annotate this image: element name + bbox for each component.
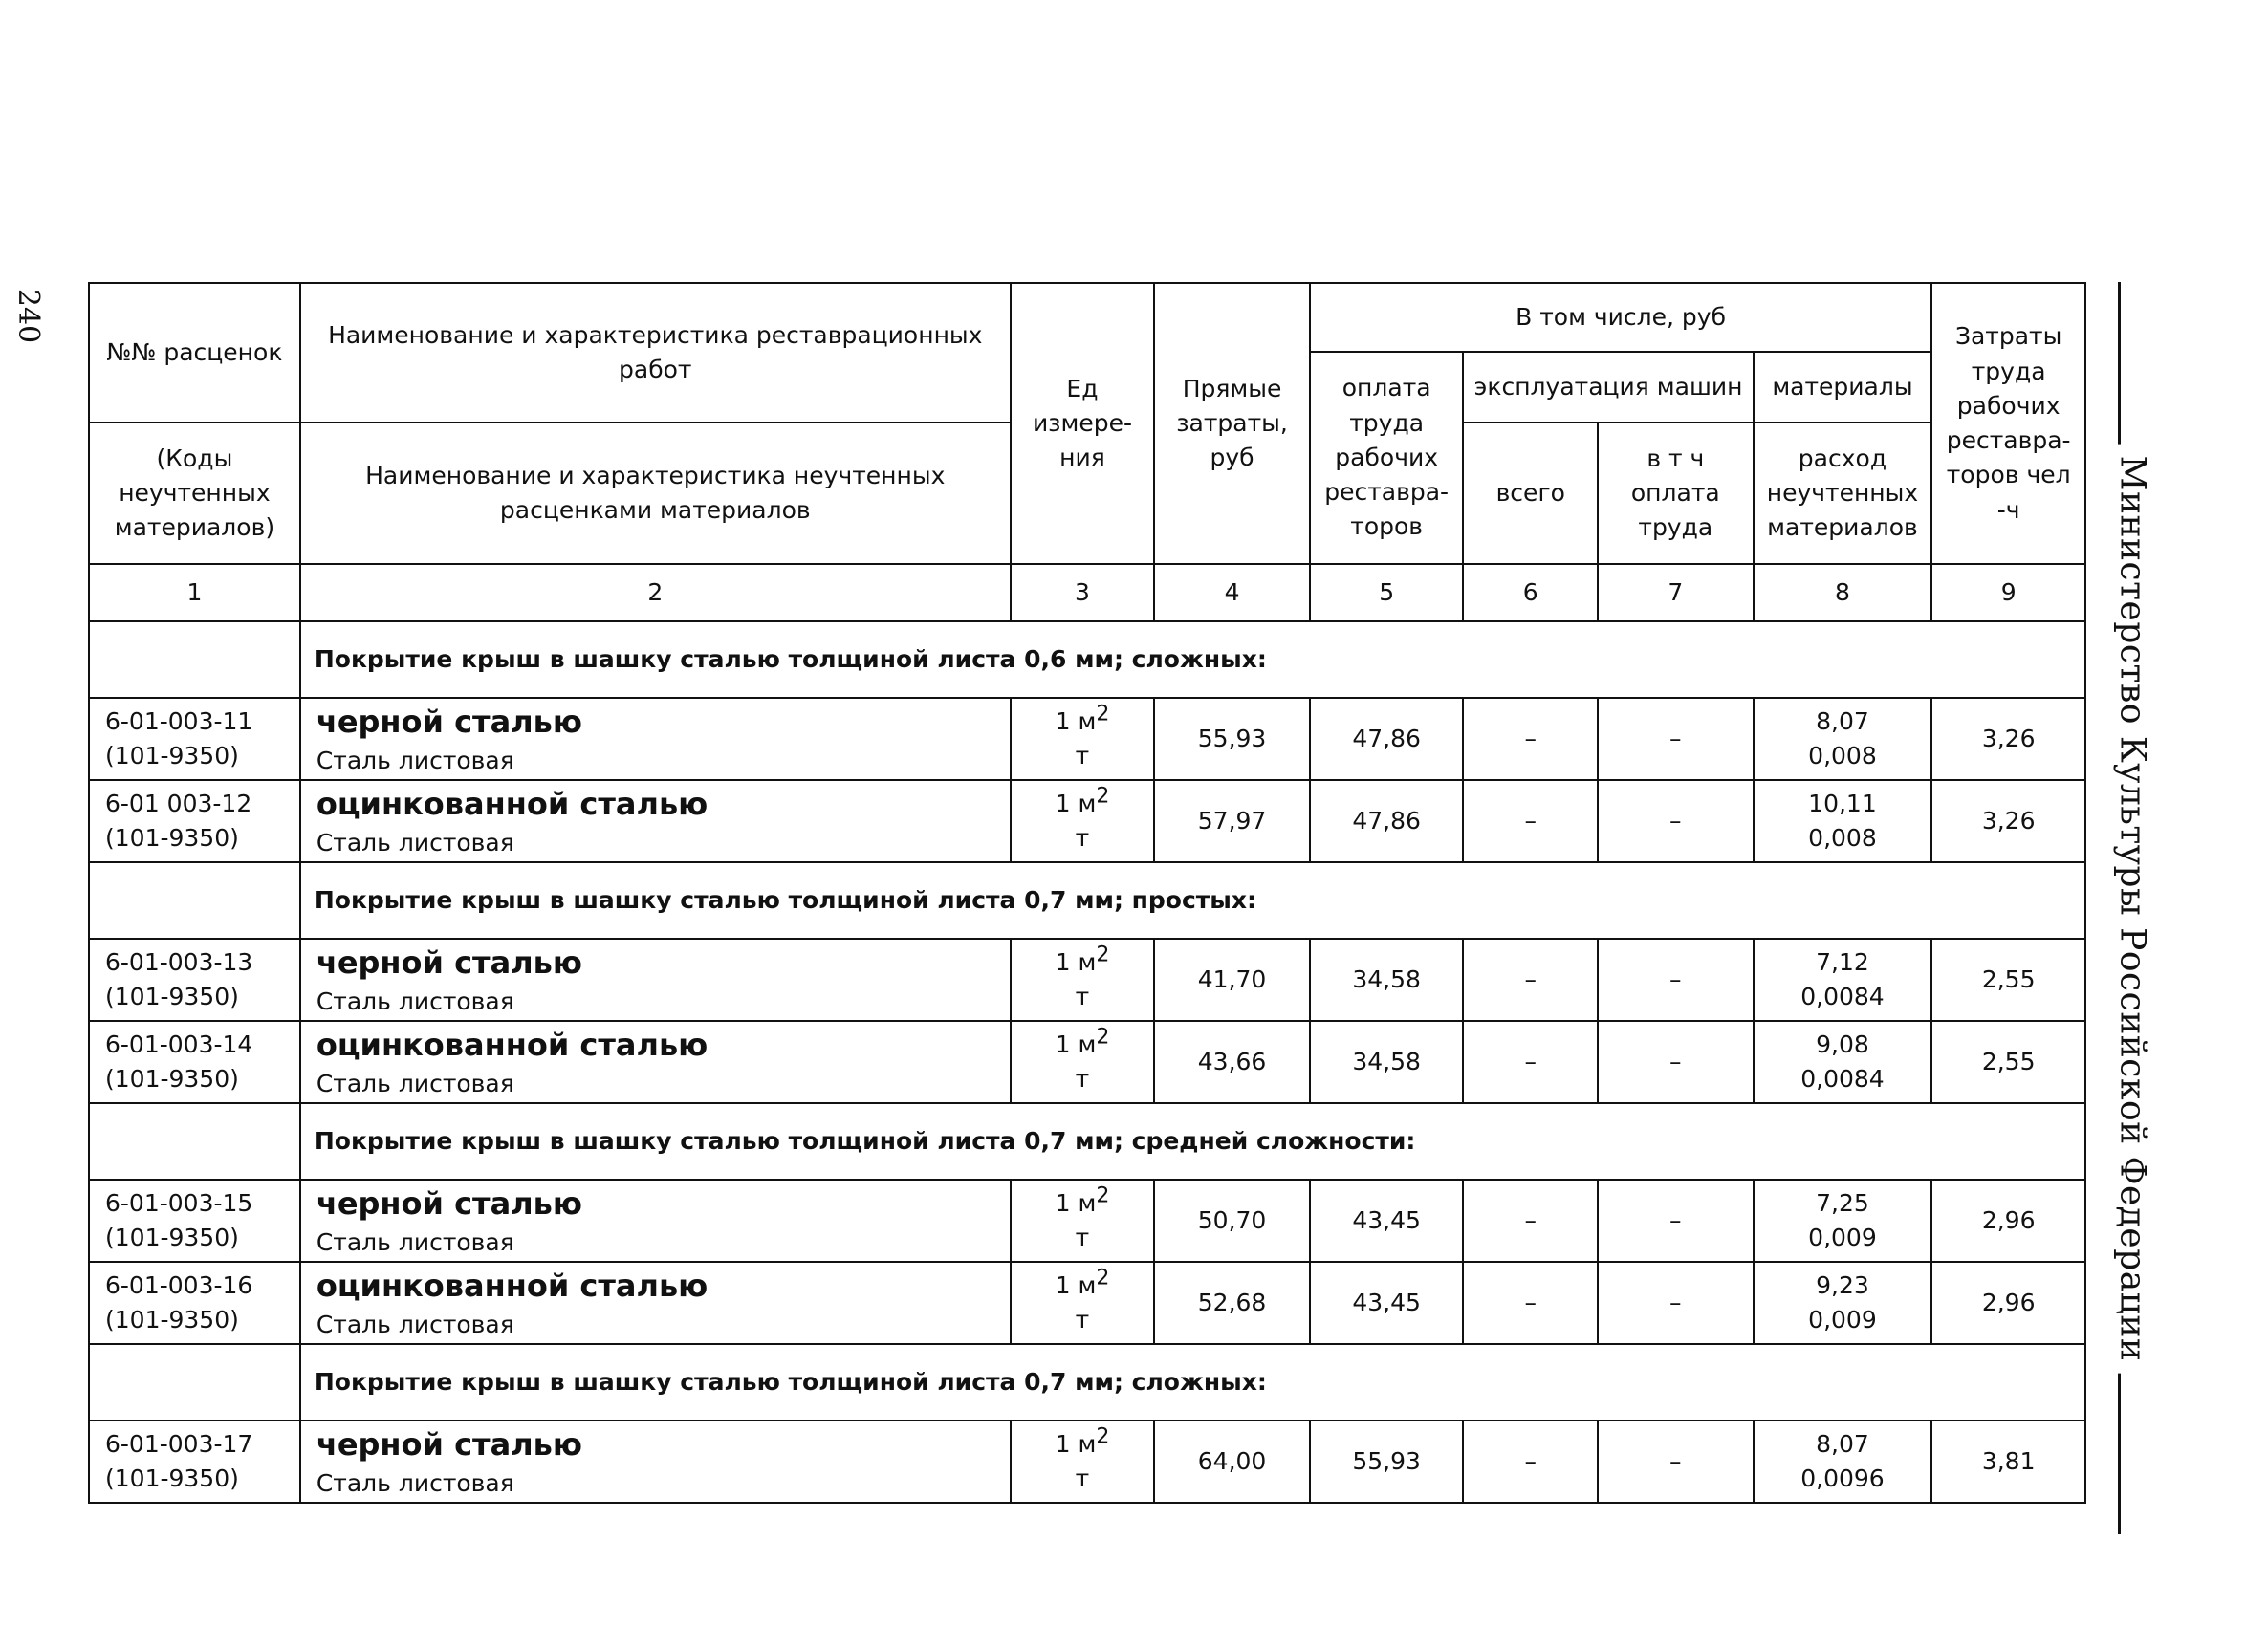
section-empty-cell	[89, 1344, 300, 1421]
column-number: 5	[1310, 564, 1464, 621]
section-row	[89, 862, 2085, 939]
work-name: черной сталью	[316, 1184, 582, 1222]
materials-cost: 9,23	[1816, 1270, 1869, 1299]
unit-superscript: 2	[1096, 1183, 1110, 1208]
direct-costs: 50,70	[1154, 1180, 1310, 1262]
machines-total: –	[1463, 1262, 1598, 1344]
work-name: оцинкованной сталью	[316, 1267, 709, 1304]
materials-cell	[1754, 1021, 1932, 1103]
rate-code-cell	[89, 1262, 300, 1344]
material-code: (101-9350)	[105, 1306, 239, 1334]
unit-superscript: 2	[1096, 943, 1110, 967]
header-labor-pay: оплата труда рабочих реставра-торов	[1310, 352, 1464, 564]
section-title: Покрытие крыш в шашку сталью толщиной листа 0,7 мм; средней сложности:	[300, 1103, 2085, 1180]
direct-costs: 64,00	[1154, 1421, 1310, 1503]
material-code: (101-9350)	[105, 1065, 239, 1093]
materials-consumption: 0,009	[1808, 1306, 1877, 1334]
machines-labor: –	[1598, 780, 1754, 862]
table-row	[89, 939, 2085, 1021]
column-number: 1	[89, 564, 300, 621]
rate-code: 6-01-003-17	[105, 1429, 253, 1458]
machines-total: –	[1463, 780, 1598, 862]
materials-cell	[1754, 939, 1932, 1021]
rate-code-cell	[89, 1180, 300, 1262]
machines-labor: –	[1598, 939, 1754, 1021]
section-title: Покрытие крыш в шашку сталью толщиной листа 0,6 мм; сложных:	[300, 621, 2085, 698]
labor-hours: 2,55	[1931, 939, 2085, 1021]
rates-table	[88, 282, 2086, 1504]
header-materials-consumption: расход неучтенных материалов	[1754, 423, 1932, 564]
unit-superscript: 2	[1096, 1424, 1110, 1449]
materials-cost: 9,08	[1816, 1030, 1869, 1058]
rate-code: 6-01-003-16	[105, 1270, 253, 1299]
material-name: Сталь листовая	[316, 1070, 514, 1098]
material-name: Сталь листовая	[316, 1311, 514, 1339]
material-name: Сталь листовая	[316, 829, 514, 857]
material-name: Сталь листовая	[316, 1228, 514, 1257]
labor-pay: 47,86	[1310, 780, 1464, 862]
unit-material: т	[1075, 1306, 1090, 1334]
labor-pay: 43,45	[1310, 1262, 1464, 1344]
unit: 1 м	[1055, 947, 1097, 976]
materials-cell	[1754, 780, 1932, 862]
work-name: черной сталью	[316, 1425, 582, 1463]
unit-superscript: 2	[1096, 702, 1110, 727]
machines-labor: –	[1598, 1180, 1754, 1262]
header-material-codes: (Коды неучтенных материалов)	[89, 423, 300, 564]
material-name: Сталь листовая	[316, 1469, 514, 1498]
material-code: (101-9350)	[105, 742, 239, 770]
column-number: 3	[1011, 564, 1155, 621]
rate-code-cell	[89, 1021, 300, 1103]
work-name: черной сталью	[316, 944, 582, 981]
materials-consumption: 0,0084	[1800, 1065, 1885, 1093]
table-row	[89, 698, 2085, 780]
labor-pay: 47,86	[1310, 698, 1464, 780]
machines-total: –	[1463, 1180, 1598, 1262]
table-row	[89, 1021, 2085, 1103]
materials-cost: 8,07	[1816, 706, 1869, 735]
material-code: (101-9350)	[105, 983, 239, 1010]
rate-code-cell	[89, 698, 300, 780]
direct-costs: 43,66	[1154, 1021, 1310, 1103]
header-direct-costs: Прямые затраты, руб	[1154, 283, 1310, 564]
table-row	[89, 1421, 2085, 1503]
unit-cell	[1011, 1421, 1155, 1503]
work-name-cell	[300, 1421, 1011, 1503]
materials-consumption: 0,0084	[1800, 983, 1885, 1010]
materials-cell	[1754, 698, 1932, 780]
machines-total: –	[1463, 698, 1598, 780]
section-row	[89, 1103, 2085, 1180]
column-number: 4	[1154, 564, 1310, 621]
unit-material: т	[1075, 1065, 1090, 1093]
labor-hours: 3,81	[1931, 1421, 2085, 1503]
table-row	[89, 1262, 2085, 1344]
rate-code-cell	[89, 1421, 300, 1503]
work-name: черной сталью	[316, 703, 582, 740]
rate-code-cell	[89, 780, 300, 862]
materials-cost: 7,25	[1816, 1188, 1869, 1217]
header-machines-labor: в т ч оплата труда	[1598, 423, 1754, 564]
materials-cost: 10,11	[1808, 789, 1877, 817]
direct-costs: 41,70	[1154, 939, 1310, 1021]
section-empty-cell	[89, 1103, 300, 1180]
labor-pay: 55,93	[1310, 1421, 1464, 1503]
machines-labor: –	[1598, 1421, 1754, 1503]
work-name-cell	[300, 1021, 1011, 1103]
section-title: Покрытие крыш в шашку сталью толщиной листа 0,7 мм; сложных:	[300, 1344, 2085, 1421]
materials-cell	[1754, 1262, 1932, 1344]
materials-consumption: 0,009	[1808, 1224, 1877, 1251]
header-machines-total: всего	[1463, 423, 1598, 564]
work-name-cell	[300, 939, 1011, 1021]
section-title: Покрытие крыш в шашку сталью толщиной листа 0,7 мм; простых:	[300, 862, 2085, 939]
header-materials: материалы	[1754, 352, 1932, 423]
labor-hours: 2,96	[1931, 1180, 2085, 1262]
unit-cell	[1011, 1262, 1155, 1344]
direct-costs: 57,97	[1154, 780, 1310, 862]
unit-superscript: 2	[1096, 1266, 1110, 1291]
header-including: В том числе, руб	[1310, 283, 1931, 352]
column-number: 2	[300, 564, 1011, 621]
header-works-name: Наименование и характеристика реставрационных работ	[300, 283, 1011, 423]
unit-superscript: 2	[1096, 784, 1110, 809]
side-title: Министерство Культуры Российской Федерации	[2104, 282, 2161, 1534]
materials-cell	[1754, 1180, 1932, 1262]
material-code: (101-9350)	[105, 824, 239, 852]
work-name-cell	[300, 698, 1011, 780]
section-empty-cell	[89, 621, 300, 698]
header-labor-hours: Затраты труда рабочих реставра-торов чел -ч	[1931, 283, 2085, 564]
unit-cell	[1011, 1180, 1155, 1262]
materials-consumption: 0,008	[1808, 742, 1877, 770]
direct-costs: 55,93	[1154, 698, 1310, 780]
labor-pay: 34,58	[1310, 1021, 1464, 1103]
materials-consumption: 0,008	[1808, 824, 1877, 852]
header-unit: Ед измере-ния	[1011, 283, 1155, 564]
section-empty-cell	[89, 862, 300, 939]
machines-total: –	[1463, 939, 1598, 1021]
header-materials-name: Наименование и характеристика неучтенных расценками материалов	[300, 423, 1011, 564]
machines-total: –	[1463, 1421, 1598, 1503]
material-name: Сталь листовая	[316, 987, 514, 1016]
machines-total: –	[1463, 1021, 1598, 1103]
unit: 1 м	[1055, 1270, 1097, 1299]
unit-material: т	[1075, 1464, 1090, 1492]
rate-code: 6-01-003-15	[105, 1188, 253, 1217]
page-number: 240	[11, 288, 46, 343]
machines-labor: –	[1598, 698, 1754, 780]
section-row	[89, 621, 2085, 698]
labor-hours: 3,26	[1931, 698, 2085, 780]
unit-material: т	[1075, 1224, 1090, 1251]
labor-pay: 34,58	[1310, 939, 1464, 1021]
labor-hours: 3,26	[1931, 780, 2085, 862]
unit-cell	[1011, 780, 1155, 862]
unit: 1 м	[1055, 706, 1097, 735]
materials-cost: 8,07	[1816, 1429, 1869, 1458]
unit-material: т	[1075, 824, 1090, 852]
machines-labor: –	[1598, 1262, 1754, 1344]
work-name-cell	[300, 1262, 1011, 1344]
column-number: 9	[1931, 564, 2085, 621]
machines-labor: –	[1598, 1021, 1754, 1103]
section-row	[89, 1344, 2085, 1421]
labor-hours: 2,55	[1931, 1021, 2085, 1103]
materials-consumption: 0,0096	[1800, 1464, 1885, 1492]
material-code: (101-9350)	[105, 1224, 239, 1251]
header-codes: №№ расценок	[89, 283, 300, 423]
work-name: оцинкованной сталью	[316, 785, 709, 822]
material-name: Сталь листовая	[316, 747, 514, 775]
column-number: 6	[1463, 564, 1598, 621]
labor-hours: 2,96	[1931, 1262, 2085, 1344]
work-name-cell	[300, 780, 1011, 862]
rate-code: 6-01-003-13	[105, 947, 253, 976]
rate-code-cell	[89, 939, 300, 1021]
rate-code: 6-01-003-11	[105, 706, 253, 735]
column-number: 8	[1754, 564, 1932, 621]
unit: 1 м	[1055, 789, 1097, 817]
column-number: 7	[1598, 564, 1754, 621]
unit-cell	[1011, 1021, 1155, 1103]
rate-code: 6-01 003-12	[105, 789, 252, 817]
labor-pay: 43,45	[1310, 1180, 1464, 1262]
header-machines: эксплуатация машин	[1463, 352, 1753, 423]
unit-material: т	[1075, 983, 1090, 1010]
unit-material: т	[1075, 742, 1090, 770]
unit-cell	[1011, 939, 1155, 1021]
unit-superscript: 2	[1096, 1025, 1110, 1050]
unit-cell	[1011, 698, 1155, 780]
material-code: (101-9350)	[105, 1464, 239, 1492]
unit: 1 м	[1055, 1429, 1097, 1458]
materials-cell	[1754, 1421, 1932, 1503]
materials-cost: 7,12	[1816, 947, 1869, 976]
rate-code: 6-01-003-14	[105, 1030, 253, 1058]
table-row	[89, 1180, 2085, 1262]
direct-costs: 52,68	[1154, 1262, 1310, 1344]
unit: 1 м	[1055, 1030, 1097, 1058]
work-name-cell	[300, 1180, 1011, 1262]
unit: 1 м	[1055, 1188, 1097, 1217]
table-row	[89, 780, 2085, 862]
work-name: оцинкованной сталью	[316, 1026, 709, 1063]
